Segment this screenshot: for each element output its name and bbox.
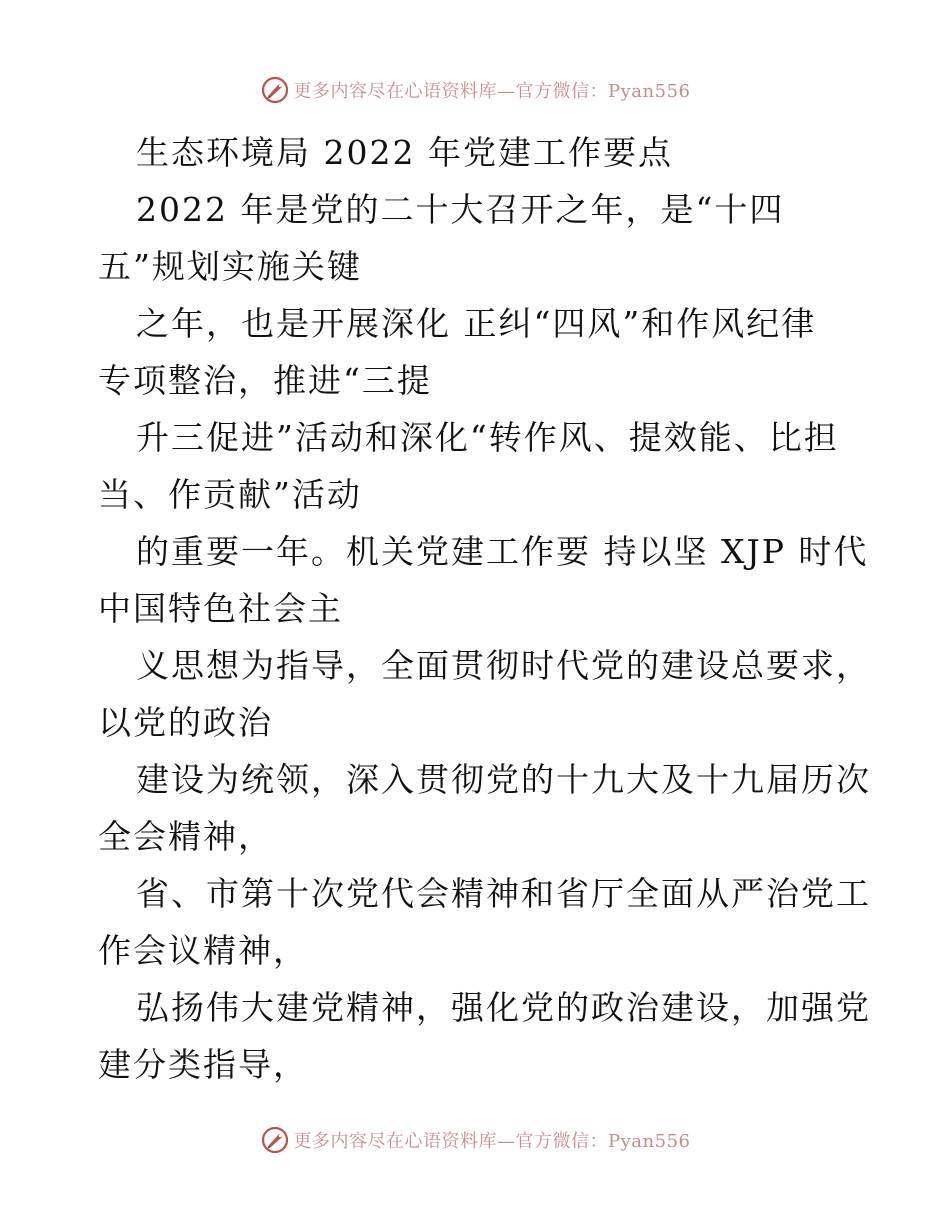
- pen-logo-icon: [260, 75, 290, 105]
- text-line: 中国特色社会主: [98, 589, 343, 628]
- text-line: 以党的政治: [98, 703, 273, 742]
- text-line: 升三促进”活动和深化“转作风、提效能、比担: [136, 418, 839, 457]
- text-line: 全会精神，: [98, 817, 273, 856]
- document-body: [98, 124, 871, 1093]
- text-line: 的重要一年。机关党建工作要 持以坚 XJP 时代: [136, 532, 869, 571]
- pen-logo-icon: [260, 1125, 290, 1155]
- text-line: 建设为统领，深入贯彻党的十九大及十九届历次: [136, 760, 871, 799]
- header-banner-text: 更多内容尽在心语资料库—官方微信：Pyan556: [293, 81, 691, 102]
- text-line: 弘扬伟大建党精神，强化党的政治建设，加强党: [136, 988, 871, 1027]
- text-line: 省、市第十次党代会精神和省厅全面从严治党工: [136, 874, 871, 913]
- text-line: 专项整治，推进“三提: [98, 361, 432, 400]
- text-line: 建分类指导，: [98, 1045, 308, 1084]
- header-banner: [0, 70, 950, 110]
- text-line: 之年，也是开展深化 正纠“四风”和作风纪律: [136, 304, 817, 343]
- text-line: 2022 年是党的二十大召开之年，是“十四: [136, 190, 785, 229]
- text-line: 作会议精神，: [98, 931, 308, 970]
- footer-banner: [0, 1120, 950, 1160]
- text-line: 当、作贡献”活动: [98, 475, 362, 514]
- text-line: 义思想为指导，全面贯彻时代党的建设总要求，: [136, 646, 871, 685]
- text-line: 五”规划实施关键: [98, 247, 362, 286]
- footer-banner-text: 更多内容尽在心语资料库—官方微信：Pyan556: [293, 1131, 691, 1152]
- document-title: 生态环境局 2022 年党建工作要点: [136, 133, 673, 172]
